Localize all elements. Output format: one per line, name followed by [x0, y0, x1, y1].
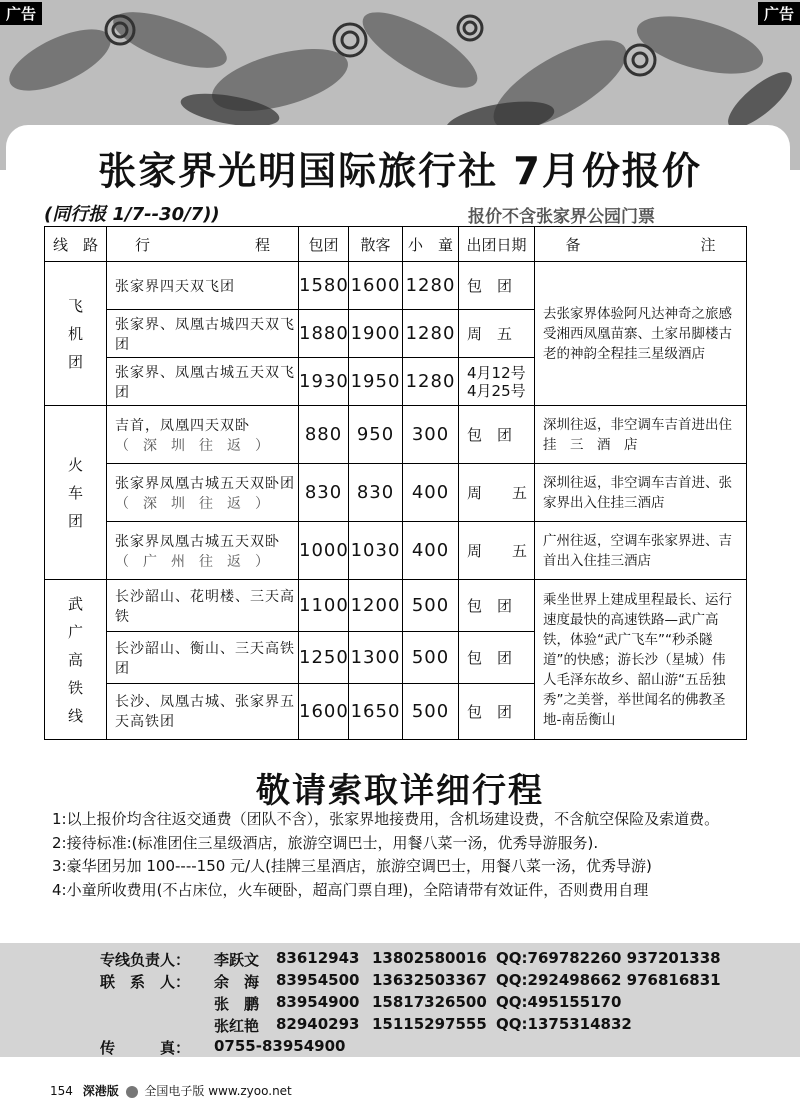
- price-group: 1600: [299, 684, 349, 740]
- date-cell: 周 五: [459, 522, 535, 580]
- route-cell: [107, 522, 299, 580]
- term-item: 4:小童所收费用(不占床位，火车硬卧，超高门票自理)，全陪请带有效证件，否则费用自理: [52, 880, 649, 899]
- term-item: 3:豪华团另加 100----150 元/人(挂牌三星酒店，旅游空调巴士，用餐八菜一汤，优秀导游): [52, 857, 652, 875]
- route-cell: 张家界、凤凰古城四天双飞团: [107, 310, 299, 358]
- table-row: [45, 262, 747, 310]
- price-group: 830: [299, 464, 349, 522]
- price-individual: 830: [349, 464, 403, 522]
- header-route: 行 程: [107, 227, 299, 262]
- route-origin: （广州往返）: [115, 553, 283, 570]
- table-header-row: [45, 227, 747, 262]
- price-child: 1280: [403, 310, 459, 358]
- term-item: 1:以上报价均含往返交通费（团队不含），张家界地接费用，含机场建设费，不含航空保险及索道费。: [52, 810, 720, 828]
- price-group: 880: [299, 406, 349, 464]
- contact-tel: 83612943: [276, 949, 360, 967]
- contact-label: 专线负责人：: [100, 951, 191, 969]
- date-cell: 包 团: [459, 406, 535, 464]
- price-individual: 1600: [349, 262, 403, 310]
- note-rail: 乘坐世界上建成里程最长、运行速度最快的高速铁路—武广高铁，体验“武广飞车”“秒杀隧道”的快感；游长沙（星城）伟人毛泽东故乡、韶山游“五岳独秀”之美誉，举世闻名的佛教圣地-南岳衡山: [535, 580, 747, 740]
- header-group: 包团: [299, 227, 349, 262]
- date-cell: 包 团: [459, 632, 535, 684]
- contact-label: 联 系 人：: [100, 973, 191, 991]
- route-origin: （深圳往返）: [115, 495, 283, 512]
- ad-tag-right: 广告: [758, 2, 800, 25]
- price-child: 500: [403, 580, 459, 632]
- date-cell: 包 团: [459, 262, 535, 310]
- contact-name: 李跃文: [214, 951, 260, 969]
- price-individual: 1030: [349, 522, 403, 580]
- price-child: 1280: [403, 262, 459, 310]
- route-name: 吉首，凤凰四天双卧: [115, 417, 250, 434]
- ad-tag-left: 广告: [0, 2, 42, 25]
- price-child: 500: [403, 684, 459, 740]
- contact-mobile: 13632503367: [372, 971, 487, 989]
- edition-label: 深港版: [82, 1084, 119, 1098]
- table-row: [45, 522, 747, 580]
- category-air: 飞 机 团: [45, 262, 107, 406]
- route-origin: （深圳往返）: [115, 437, 283, 454]
- header-date: 出团日期: [459, 227, 535, 262]
- table-row: [45, 406, 747, 464]
- page-title: 张家界光明国际旅行社 7月份报价: [98, 149, 702, 193]
- contact-name: 张 鹏: [214, 995, 260, 1013]
- price-group: 1880: [299, 310, 349, 358]
- contact-qq: QQ:1375314832: [496, 1015, 632, 1033]
- term-item: 2:接待标准:(标准团住三星级酒店，旅游空调巴士，用餐八菜一汤，优秀导游服务).: [52, 833, 599, 852]
- page-number: 154: [50, 1084, 73, 1098]
- note-cell: 深圳往返，非空调车吉首进、张家界出入住挂三酒店: [535, 464, 747, 522]
- contact-name: 张红艳: [214, 1017, 260, 1035]
- contact-tel: 83954500: [276, 971, 360, 989]
- table-row: [45, 580, 747, 632]
- contact-mobile: 13802580016: [372, 949, 487, 967]
- price-individual: 1900: [349, 310, 403, 358]
- route-cell: 张家界、凤凰古城五天双飞团: [107, 358, 299, 406]
- header-individual: 散客: [349, 227, 403, 262]
- price-table: [44, 226, 747, 740]
- contact-qq: QQ:495155170: [496, 993, 622, 1011]
- price-child: 300: [403, 406, 459, 464]
- date-cell: 包 团: [459, 580, 535, 632]
- route-name: 张家界凤凰古城五天双卧: [115, 533, 280, 550]
- category-rail: 武 广 高 铁 线: [45, 580, 107, 740]
- note-cell: 广州往返，空调车张家界进、吉首出入住挂三酒店: [535, 522, 747, 580]
- contact-tel: 82940293: [276, 1015, 360, 1033]
- price-individual: 1950: [349, 358, 403, 406]
- category-train: 火 车 团: [45, 406, 107, 580]
- note-cell: 深圳往返，非空调车吉首进出住挂 三 酒 店: [535, 406, 747, 464]
- date-cell: 4月12号 4月25号: [459, 358, 535, 406]
- route-cell: 张家界四天双飞团: [107, 262, 299, 310]
- price-child: 400: [403, 464, 459, 522]
- price-child: 1280: [403, 358, 459, 406]
- contact-qq: QQ:769782260 937201338: [496, 949, 721, 967]
- fax-number: 0755-83954900: [214, 1037, 346, 1055]
- price-child: 400: [403, 522, 459, 580]
- price-individual: 950: [349, 406, 403, 464]
- header-line: 线 路: [45, 227, 107, 262]
- price-group: 1250: [299, 632, 349, 684]
- route-cell: 长沙韶山、花明楼、三天高铁: [107, 580, 299, 632]
- page-footer: [50, 1082, 292, 1099]
- contact-mobile: 15115297555: [372, 1015, 487, 1033]
- price-note: 报价不含张家界公园门票: [468, 207, 655, 227]
- fax-label: 传 真：: [100, 1039, 191, 1057]
- price-individual: 1200: [349, 580, 403, 632]
- site-link[interactable]: 全国电子版 www.zyoo.net: [144, 1084, 292, 1098]
- price-group: 1000: [299, 522, 349, 580]
- table-row: [45, 464, 747, 522]
- terms-list: [52, 808, 719, 902]
- date-cell: 包 团: [459, 684, 535, 740]
- date-cell: 周 五: [459, 310, 535, 358]
- route-cell: [107, 406, 299, 464]
- price-group: 1580: [299, 262, 349, 310]
- contact-qq: QQ:292498662 976816831: [496, 971, 721, 989]
- contact-mobile: 15817326500: [372, 993, 487, 1011]
- price-individual: 1300: [349, 632, 403, 684]
- price-period: (同行报 1/7--30/7)): [44, 204, 220, 225]
- price-group: 1100: [299, 580, 349, 632]
- header-child: 小 童: [403, 227, 459, 262]
- contact-name: 余 海: [214, 973, 260, 991]
- contact-box: [0, 943, 800, 1057]
- date-cell: 周 五: [459, 464, 535, 522]
- header-remarks: 备 注: [535, 227, 747, 262]
- price-group: 1930: [299, 358, 349, 406]
- contact-tel: 83954900: [276, 993, 360, 1011]
- route-name: 张家界凤凰古城五天双卧团: [115, 475, 295, 492]
- site-logo-icon: [126, 1086, 138, 1098]
- route-cell: 长沙韶山、衡山、三天高铁团: [107, 632, 299, 684]
- price-individual: 1650: [349, 684, 403, 740]
- route-cell: 长沙、凤凰古城、张家界五天高铁团: [107, 684, 299, 740]
- route-cell: [107, 464, 299, 522]
- request-itinerary-heading: 敬请索取详细行程: [256, 771, 544, 811]
- price-child: 500: [403, 632, 459, 684]
- note-air: 去张家界体验阿凡达神奇之旅感受湘西凤凰苗寨、土家吊脚楼古老的神韵全程挂三星级酒店: [535, 262, 747, 406]
